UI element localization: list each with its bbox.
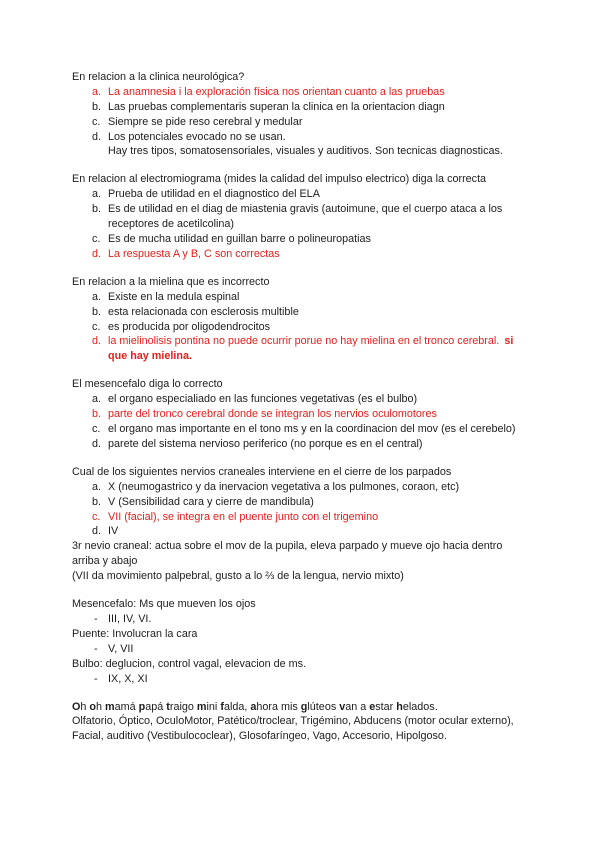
option-text: parete del sistema nervioso periferico (no porque es en el central) bbox=[108, 437, 423, 450]
option-marker: b. bbox=[92, 495, 102, 508]
option-marker: c. bbox=[92, 320, 101, 333]
option-text: VII (facial), se integra en el puente junto con el trigemino bbox=[108, 510, 379, 523]
nucleus-nerves-item bbox=[72, 612, 600, 627]
mnemonic-segment: ini bbox=[206, 700, 221, 713]
question-stem: El mesencefalo diga lo correcto bbox=[72, 378, 223, 391]
mnemonic-segment: e bbox=[369, 700, 376, 713]
option-marker: a. bbox=[92, 480, 102, 493]
option-b bbox=[72, 202, 600, 217]
dash-marker: - bbox=[94, 612, 98, 625]
mnemonic-segment: alda, bbox=[223, 700, 251, 713]
option-text: X (neumogastrico y da inervacion vegetativa a los pulmones, coraon, etc) bbox=[108, 480, 460, 493]
option-text: V (Sensibilidad cara y cierre de mandibula) bbox=[108, 495, 314, 508]
option-marker: b. bbox=[92, 100, 102, 113]
nucleus-nerves: IX, X, XI bbox=[108, 672, 148, 685]
mnemonic-segment: a bbox=[250, 700, 257, 713]
question-2 bbox=[72, 172, 600, 261]
mnemonic-segment: f bbox=[220, 700, 224, 713]
nerve-list-line: Olfatorio, Óptico, OculoMotor, Patético/troclear, Trigémino, Abducens (motor ocular externo), bbox=[72, 715, 514, 728]
nucleus-label: Puente: Involucran la cara bbox=[72, 627, 198, 640]
option-text: el organo mas importante en el tono ms y en la coordinacion del mov (es el cerebelo) bbox=[108, 422, 516, 435]
mnemonic-segment: an a bbox=[345, 700, 370, 713]
option-text: la mielinolisis pontina no puede ocurrir porue no hay mielina en el tronco cerebral. bbox=[108, 335, 500, 348]
option-b bbox=[72, 407, 600, 422]
mnemonic-segment: O bbox=[72, 700, 81, 713]
option-marker: c. bbox=[92, 115, 101, 128]
option-text: esta relacionada con esclerosis multible bbox=[108, 305, 299, 318]
option-emphasis-continuation: que hay mielina. bbox=[108, 350, 193, 363]
mnemonic-segment: h bbox=[96, 700, 106, 713]
option-marker: c. bbox=[92, 233, 101, 245]
option-text: Prueba de utilidad en el diagnostico del ELA bbox=[108, 188, 320, 201]
mnemonic-segment: apá bbox=[145, 700, 167, 713]
mnemonic-segment: m bbox=[105, 700, 115, 713]
nerve-list-line: Facial, auditivo (Vestibulococlear), Glosofaríngeo, Vago, Accesorio, Hipolgoso. bbox=[72, 730, 447, 743]
option-b bbox=[72, 100, 600, 115]
option-marker: a. bbox=[92, 393, 102, 406]
mnemonic-segment: v bbox=[339, 700, 346, 713]
option-a bbox=[72, 392, 600, 407]
option-note: Hay tres tipos, somatosensoriales, visuales y auditivos. Son tecnicas diagnosticas. bbox=[108, 145, 503, 158]
option-d bbox=[72, 524, 600, 539]
question-stem: En relacion a la mielina que es incorrecto bbox=[72, 275, 270, 288]
nucleus-nerves: III, IV, VI. bbox=[108, 612, 152, 625]
mnemonic-segment: star bbox=[375, 700, 397, 713]
option-marker: b. bbox=[92, 305, 102, 318]
option-text: Las pruebas complementaris superan la clinica en la orientacion diagn bbox=[108, 100, 445, 113]
option-text: IV bbox=[108, 525, 119, 538]
mnemonic-segment: g bbox=[300, 700, 308, 713]
option-text: Es de utilidad en el diag de miastenia gravis (autoimune, que el cuerpo ataca a los bbox=[108, 203, 503, 216]
option-text: parte del tronco cerebral donde se integran los nervios oculomotores bbox=[108, 408, 437, 421]
option-marker: d. bbox=[92, 130, 102, 143]
option-d bbox=[72, 437, 600, 452]
option-text: Es de mucha utilidad en guillan barre o polineuropatias bbox=[108, 233, 371, 245]
option-marker: a. bbox=[92, 188, 102, 201]
option-d bbox=[72, 247, 600, 262]
cranial-nerves-mnemonic bbox=[72, 700, 600, 745]
option-text: La anamnesia i la exploración física nos orientan cuanto a las pruebas bbox=[108, 85, 445, 98]
question-stem: En relacion al electromiograma (mides la calidad del impulso electrico) diga la correcta bbox=[72, 173, 487, 186]
option-a bbox=[72, 85, 600, 100]
question-3 bbox=[72, 275, 600, 364]
question-stem: En relacion a la clinica neurológica? bbox=[72, 71, 245, 83]
mnemonic-segment: o bbox=[89, 700, 97, 713]
option-c bbox=[72, 510, 600, 525]
mnemonic-segment: elados. bbox=[402, 700, 438, 713]
nucleus-label: Bulbo: deglucion, control vagal, elevacion de ms. bbox=[72, 657, 307, 670]
option-marker: c. bbox=[92, 510, 101, 523]
nucleus-label: Mesencefalo: Ms que mueven los ojos bbox=[72, 598, 256, 611]
option-a bbox=[72, 290, 600, 305]
mnemonic-segment: raigo bbox=[169, 700, 197, 713]
option-b bbox=[72, 495, 600, 510]
question-note: 3r nevio craneal: actua sobre el mov de la pupila, eleva parpado y mueve ojo hacia dentro bbox=[72, 540, 503, 553]
question-note: (VII da movimiento palpebral, gusto a lo ⅔ de la lengua, nervio mixto) bbox=[72, 570, 404, 583]
option-c bbox=[72, 115, 600, 130]
option-marker: c. bbox=[92, 422, 101, 435]
option-marker: b. bbox=[92, 408, 102, 421]
option-c bbox=[72, 320, 600, 335]
dash-marker: - bbox=[94, 672, 98, 685]
option-d bbox=[72, 334, 600, 349]
option-emphasis: si bbox=[504, 335, 514, 348]
question-4 bbox=[72, 377, 600, 451]
option-text: Existe en la medula espinal bbox=[108, 290, 240, 303]
option-text: es producida por oligodendrocitos bbox=[108, 320, 271, 333]
option-marker: a. bbox=[92, 85, 102, 98]
option-marker: b. bbox=[92, 203, 102, 216]
option-marker: d. bbox=[92, 525, 102, 538]
nucleus-nerves: V, VII bbox=[108, 642, 134, 655]
option-a bbox=[72, 480, 600, 495]
option-text: el organo especialiado en las funciones vegetativas (es el bulbo) bbox=[108, 393, 418, 406]
mnemonic-segment: h bbox=[396, 700, 403, 713]
mnemonic-segment: p bbox=[138, 700, 146, 713]
option-c bbox=[72, 422, 600, 437]
question-stem: Cual de los siguientes nervios craneales interviene en el cierre de los parpados bbox=[72, 465, 452, 478]
option-continuation: receptores de acetilcolina) bbox=[108, 218, 235, 231]
mnemonic-segment: m bbox=[196, 700, 207, 713]
option-b bbox=[72, 305, 600, 320]
mnemonic-segment: t bbox=[166, 700, 170, 713]
dash-marker: - bbox=[94, 642, 98, 655]
nuclei-summary bbox=[72, 597, 600, 686]
mnemonic-segment: hora mis bbox=[256, 700, 301, 713]
mnemonic-phrase bbox=[72, 700, 600, 715]
mnemonic-segment: h bbox=[80, 700, 90, 713]
option-d bbox=[72, 130, 600, 145]
option-marker: d. bbox=[92, 437, 102, 450]
nucleus-nerves-item bbox=[72, 672, 600, 687]
option-marker: d. bbox=[92, 335, 102, 348]
question-1 bbox=[72, 70, 600, 159]
option-text: Siempre se pide reso cerebral y medular bbox=[108, 115, 303, 128]
question-5 bbox=[72, 465, 600, 584]
mnemonic-segment: amá bbox=[114, 700, 139, 713]
option-marker: d. bbox=[92, 247, 102, 260]
option-marker: a. bbox=[92, 290, 102, 303]
nucleus-nerves-item bbox=[72, 642, 600, 657]
mnemonic-segment: lúteos bbox=[307, 700, 340, 713]
question-note: arriba y abajo bbox=[72, 555, 138, 568]
option-c bbox=[72, 232, 600, 247]
option-a bbox=[72, 187, 600, 202]
option-text: La respuesta A y B, C son correctas bbox=[108, 247, 280, 260]
option-text: Los potenciales evocado no se usan. bbox=[108, 130, 286, 143]
